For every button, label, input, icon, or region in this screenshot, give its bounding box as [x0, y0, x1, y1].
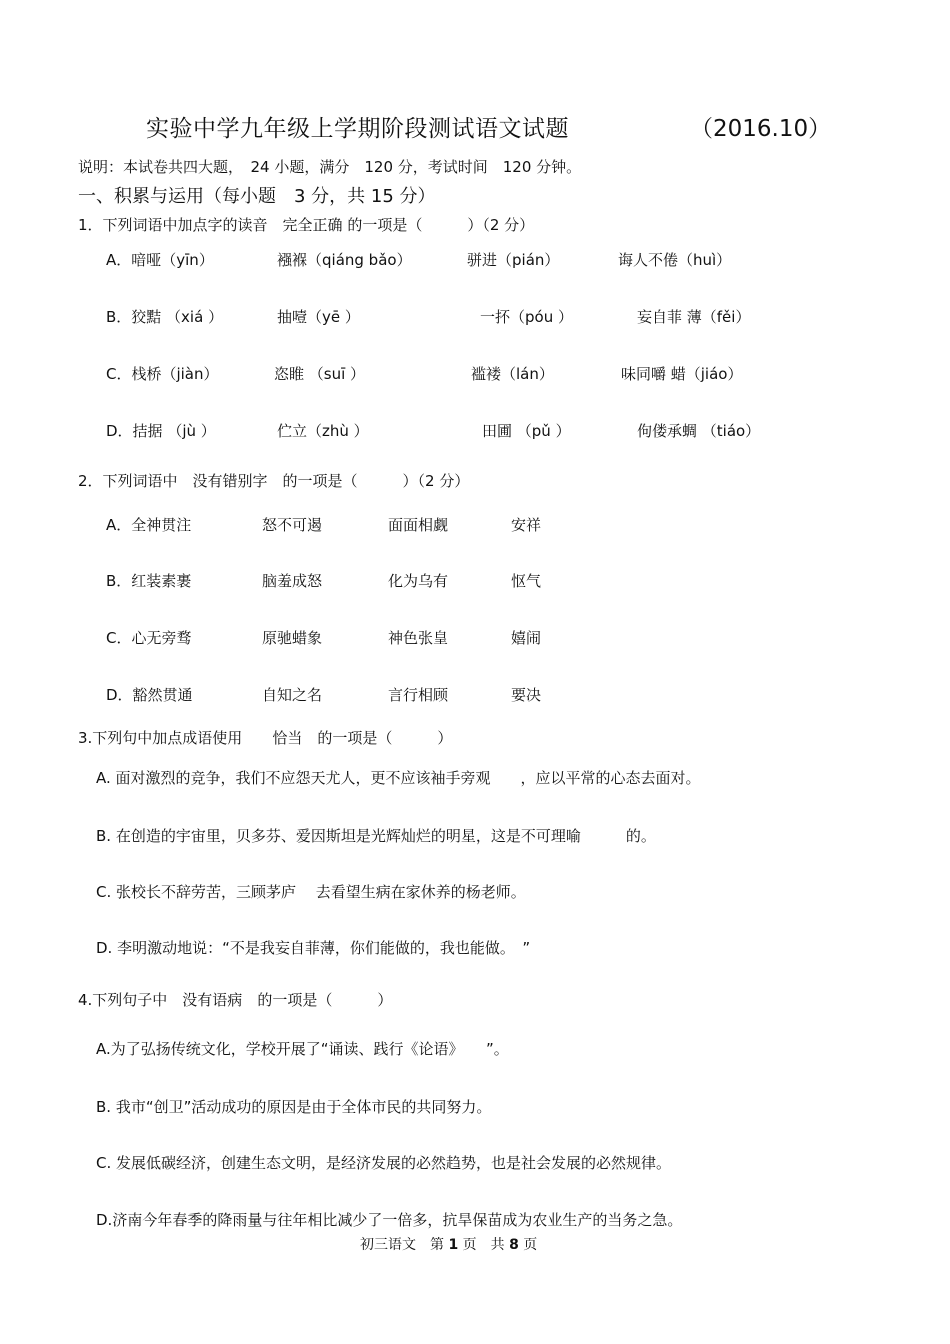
question-3-stem: 3.下列句中加点成语使用 恰当 的一项是（ ）: [78, 729, 453, 747]
q1-option-a-2: 襁褓（qiáng bǎo）: [277, 251, 412, 269]
footer-middle: 页 共: [458, 1237, 510, 1253]
footer-prefix: 初三语文 第: [360, 1237, 449, 1253]
question-1-stem: 1．下列词语中加点字的读音 完全正确 的一项是（ ）（2 分）: [78, 216, 535, 234]
footer-total-pages: 8: [509, 1237, 519, 1253]
q2-option-b-4: 怄气: [511, 572, 542, 590]
q1-option-a-1: A．喑哑（yīn）: [106, 251, 214, 269]
q2-option-a-2: 怒不可遏: [262, 516, 323, 534]
q3-option-b: B. 在创造的宇宙里，贝多芬、爱因斯坦是光辉灿烂的明星，这是不可理喻 的。: [96, 827, 656, 845]
q2-option-d-4: 要决: [511, 686, 542, 704]
q2-option-d-2: 自知之名: [262, 686, 323, 704]
exam-date: （2016.10）: [690, 116, 832, 142]
q3-option-a: A. 面对激烈的竞争，我们不应怨天尤人，更不应该袖手旁观 ，应以平常的心态去面对。: [96, 769, 701, 787]
q1-option-d-1: D．拮据 （jù ）: [106, 422, 216, 440]
q2-option-c-3: 神色张皇: [388, 629, 449, 647]
q2-option-b-3: 化为乌有: [388, 572, 449, 590]
q2-option-a-3: 面面相觑: [388, 516, 449, 534]
q1-option-c-3: 褴褛（lán）: [471, 365, 554, 383]
section-heading: 一、积累与运用（每小题 3 分，共 15 分）: [78, 186, 436, 207]
q2-option-a-1: A．全神贯注: [106, 516, 192, 534]
q4-option-c: C. 发展低碳经济，创建生态文明，是经济发展的必然趋势，也是社会发展的必然规律。: [96, 1154, 672, 1172]
q3-option-d: D. 李明激动地说：“不是我妄自菲薄，你们能做的，我也能做。 ”: [96, 939, 531, 957]
q1-option-c-1: C．栈桥（jiàn）: [106, 365, 219, 383]
q1-option-d-2: 伫立（zhù ）: [277, 422, 369, 440]
q3-option-c: C. 张校长不辞劳苦，三顾茅庐 去看望生病在家休养的杨老师。: [96, 883, 526, 901]
q1-option-b-1: B．狡黠 （xiá ）: [106, 308, 224, 326]
page-title: 实验中学九年级上学期阶段测试语文试题: [146, 116, 569, 142]
q2-option-c-4: 嬉闹: [511, 629, 542, 647]
question-2-stem: 2．下列词语中 没有错别字 的一项是（ ）（2 分）: [78, 472, 470, 490]
exam-instructions: 说明：本试卷共四大题， 24 小题，满分 120 分，考试时间 120 分钟。: [78, 158, 582, 176]
footer-page-number: 1: [448, 1237, 459, 1253]
q1-option-d-3: 田圃 （pǔ ）: [482, 422, 571, 440]
page-footer: [360, 1234, 537, 1254]
q1-option-a-4: 诲人不倦（huì）: [618, 251, 732, 269]
q2-option-c-1: C．心无旁骛: [106, 629, 192, 647]
q1-option-d-4: 佝偻承蜩 （tiáo）: [637, 422, 761, 440]
q4-option-a: A.为了弘扬传统文化，学校开展了“诵读、践行《论语》 ”。: [96, 1040, 509, 1058]
q1-option-a-3: 骈进（pián）: [467, 251, 560, 269]
q2-option-d-3: 言行相顾: [388, 686, 449, 704]
q2-option-a-4: 安祥: [511, 516, 542, 534]
q2-option-c-2: 原驰蜡象: [262, 629, 323, 647]
q4-option-b: B. 我市“创卫”活动成功的原因是由于全体市民的共同努力。: [96, 1098, 492, 1116]
footer-suffix: 页: [518, 1237, 538, 1253]
question-4-stem: 4.下列句子中 没有语病 的一项是（ ）: [78, 991, 393, 1009]
q1-option-c-4: 味同嚼 蜡（jiáo）: [621, 365, 743, 383]
q1-option-b-4: 妄自菲 薄（fěi）: [637, 308, 751, 326]
q1-option-c-2: 恣睢 （suī ）: [274, 365, 366, 383]
q1-option-b-2: 抽噎（yē ）: [277, 308, 360, 326]
q2-option-b-1: B．红装素裹: [106, 572, 192, 590]
q4-option-d: D.济南今年春季的降雨量与往年相比减少了一倍多，抗旱保苗成为农业生产的当务之急。: [96, 1211, 683, 1229]
q1-option-b-3: 一抔（póu ）: [480, 308, 573, 326]
q2-option-d-1: D．豁然贯通: [106, 686, 193, 704]
q2-option-b-2: 脑羞成怒: [262, 572, 323, 590]
